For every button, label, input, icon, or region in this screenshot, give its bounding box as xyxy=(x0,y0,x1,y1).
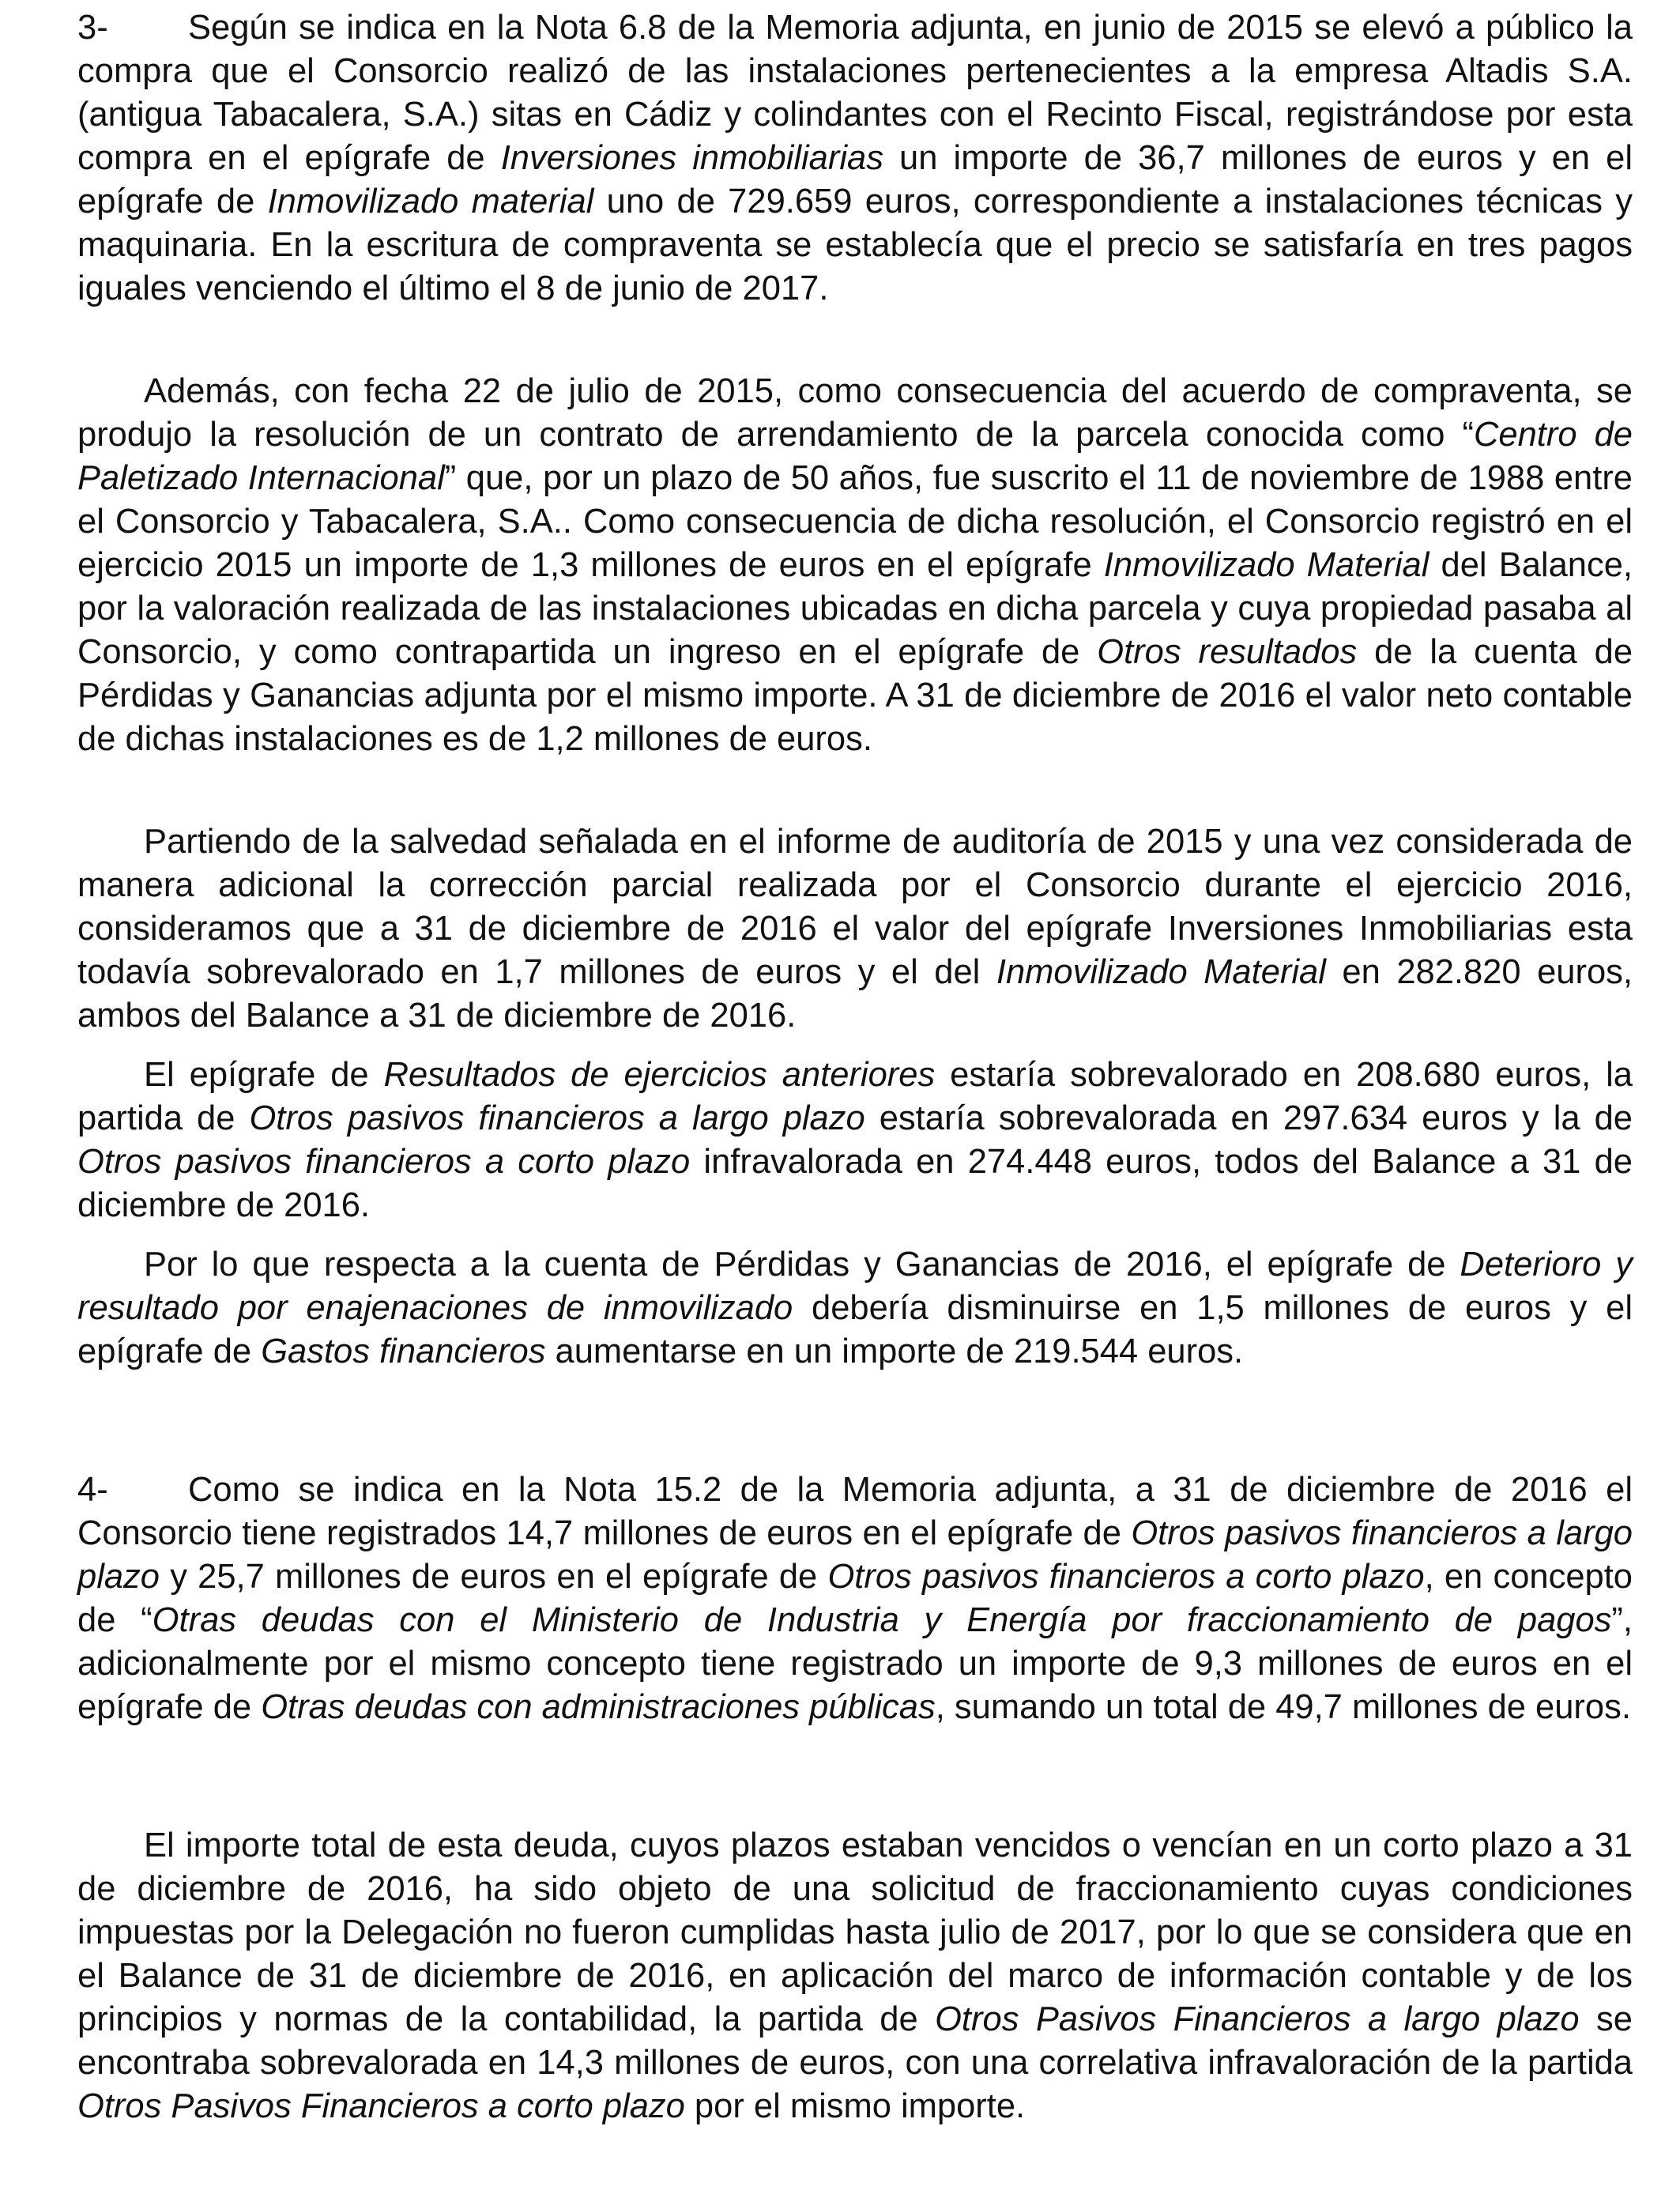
text-run: Como se indica en la Nota 15.2 de la Memoria adjunta, a 31 de diciembre de 2016 el Consorcio tiene registrados 14,7 millones de euros en el epígrafe de xyxy=(77,1471,1633,1552)
text-run: del Balance, por la valoración realizada de las instalaciones ubicadas en dicha parcela y cuya propiedad pasaba al Consorcio, y como contrapartida un ingreso en el epígrafe de xyxy=(77,546,1633,671)
section-4-paragraph-1 xyxy=(77,1468,1633,1729)
text-run: en 282.820 euros, ambos del Balance a 31 de diciembre de 2016. xyxy=(77,953,1633,1035)
italic-term: Inmovilizado Material xyxy=(996,953,1326,991)
italic-term: Otros pasivos financieros a corto plazo xyxy=(77,1143,691,1181)
italic-term: Resultados de ejercicios anteriores xyxy=(383,1056,936,1094)
italic-term: Otros pasivos financieros a largo plazo xyxy=(249,1099,865,1137)
italic-term: Inmovilizado Material xyxy=(1103,546,1430,584)
italic-term: Otros resultados xyxy=(1097,633,1358,671)
section-3-paragraph-1 xyxy=(77,6,1633,311)
text-run: Partiendo de la salvedad señalada en el informe de auditoría de 2015 y una vez considerada de manera adicional la corrección parcial realizada por el Consorcio durante el ejercicio 2016, consideramos que a 31 de diciembre de 2016 el valor del epígrafe Inversiones Inmobiliarias esta todavía sobrevalorado en 1,7 millones de euros y el del xyxy=(77,823,1633,991)
section-3-paragraph-4 xyxy=(77,1054,1633,1227)
text-run: , en concepto de “ xyxy=(77,1558,1633,1639)
section-3-paragraph-5 xyxy=(77,1243,1633,1374)
text-run: , sumando un total de 49,7 millones de euros. xyxy=(935,1688,1631,1726)
text-run: Según se indica en la Nota 6.8 de la Memoria adjunta, en junio de 2015 se elevó a público la compra que el Consorcio realizó de las instalaciones pertenecientes a la empresa Altadis S.A. (antigua Tabacalera, S.A.) sitas en Cádiz y colindantes con el Recinto Fiscal, registrándose por esta compra en el epígrafe de xyxy=(77,9,1633,177)
text-run: Además, con fecha 22 de julio de 2015, como consecuencia del acuerdo de compraventa, se produjo la resolución de un contrato de arrendamiento de la parcela conocida como “ xyxy=(77,372,1633,454)
italic-term: Otros Pasivos Financieros a largo plazo xyxy=(935,2000,1580,2038)
italic-term: Otros Pasivos Financieros a corto plazo xyxy=(77,2087,685,2125)
italic-term: Otros pasivos financieros a largo plazo xyxy=(77,1514,1633,1596)
text-run: estaría sobrevalorada en 297.634 euros y la de xyxy=(864,1099,1633,1137)
italic-term: Inversiones inmobiliarias xyxy=(500,139,883,177)
section-4-number: 4- xyxy=(77,1471,108,1509)
text-run: y 25,7 millones de euros en el epígrafe de xyxy=(160,1558,828,1596)
italic-term: Deterioro y resultado por enajenaciones de inmovilizado xyxy=(77,1246,1633,1327)
text-run: El importe total de esta deuda, cuyos plazos estaban vencidos o vencían en un corto plazo a 31 de diciembre de 2016, ha sido objeto de una solicitud de fraccionamiento cuyas condiciones impuestas por la Delegación no fueron cumplidas hasta julio de 2017, por lo que se considera que en el Balance de 31 de diciembre de 2016, en aplicación del marco de información contable y de los principios y normas de la contabilidad, la partida de xyxy=(77,1826,1633,2038)
text-run: Por lo que respecta a la cuenta de Pérdidas y Ganancias de 2016, el epígrafe de xyxy=(144,1246,1460,1284)
italic-term: Inmovilizado material xyxy=(267,183,594,221)
italic-term: Otros pasivos financieros a corto plazo xyxy=(827,1558,1425,1596)
text-run: por el mismo importe. xyxy=(684,2087,1026,2125)
section-3-paragraph-2 xyxy=(77,370,1633,761)
text-run: uno de 729.659 euros, correspondiente a instalaciones técnicas y maquinaria. En la escritura de compraventa se establecía que el precio se satisfaría en tres pagos iguales venciendo el último el 8 de junio de 2017. xyxy=(77,183,1633,307)
text-run: El epígrafe de xyxy=(144,1056,384,1094)
section-3-number: 3- xyxy=(77,9,108,47)
section-3-paragraph-3 xyxy=(77,820,1633,1038)
italic-term: Gastos financieros xyxy=(261,1333,546,1370)
text-run: infravalorada en 274.448 euros, todos del Balance a 31 de diciembre de 2016. xyxy=(77,1143,1633,1224)
italic-term: Otras deudas con el Ministerio de Industria y Energía por fraccionamiento de pagos xyxy=(152,1601,1612,1639)
italic-term: Centro de Paletizado Internacional xyxy=(77,416,1633,497)
italic-term: Otras deudas con administraciones públicas xyxy=(261,1688,936,1726)
text-run: de la cuenta de Pérdidas y Ganancias adjunta por el mismo importe. A 31 de diciembre de 2016 el valor neto contable de dichas instalaciones es de 1,2 millones de euros. xyxy=(77,633,1633,758)
text-run: aumentarse en un importe de 219.544 euros. xyxy=(545,1333,1244,1370)
text-run: estaría sobrevalorado en 208.680 euros, la partida de xyxy=(77,1056,1633,1137)
text-run: ” que, por un plazo de 50 años, fue suscrito el 11 de noviembre de 1988 entre el Consorcio y Tabacalera, S.A.. Como consecuencia de dicha resolución, el Consorcio registró en el ejercicio 2015 un importe de 1,3 millones de euros en el epígrafe xyxy=(77,459,1633,584)
section-4-paragraph-2 xyxy=(77,1824,1633,2128)
text-run: un importe de 36,7 millones de euros y en el epígrafe de xyxy=(77,139,1633,221)
text-run: debería disminuirse en 1,5 millones de euros y el epígrafe de xyxy=(77,1289,1633,1370)
text-run: se encontraba sobrevalorada en 14,3 millones de euros, con una correlativa infravaloración de la partida xyxy=(77,2000,1633,2082)
text-run: ”, adicionalmente por el mismo concepto tiene registrado un importe de 9,3 millones de euros en el epígrafe de xyxy=(77,1601,1633,1726)
